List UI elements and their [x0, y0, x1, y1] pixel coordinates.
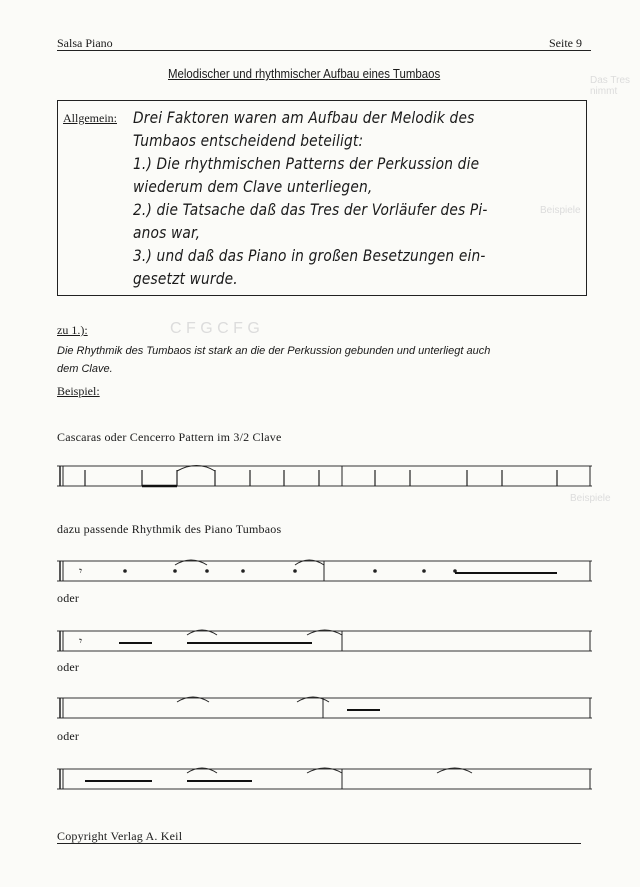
paragraph-line: dem Clave. [57, 363, 113, 375]
or-label: oder [57, 591, 80, 605]
rhythm-staff-tumbao-4 [57, 761, 592, 801]
or-label: oder [57, 660, 80, 674]
footer-copyright: Copyright Verlag A. Keil [57, 829, 183, 843]
section-paragraph [57, 342, 597, 378]
ghost-text: Das Tres nimmt [590, 75, 631, 97]
svg-text:𝄾: 𝄾 [79, 634, 83, 648]
intro-line: Tumbaos entscheidend beteiligt: [133, 131, 364, 150]
page-title: Melodischer und rhythmischer Aufbau eines Tumbaos [168, 66, 441, 81]
header-rule [57, 50, 591, 51]
rhythm-staff-tumbao-3 [57, 690, 592, 730]
caption-cascara: Cascaras oder Cencerro Pattern im 3/2 Clave [57, 430, 282, 444]
intro-line: Drei Faktoren waren am Aufbau der Melodik des [133, 108, 475, 127]
section-heading: zu 1.): [57, 323, 88, 337]
paragraph-line: Die Rhythmik des Tumbaos ist stark an die der Perkussion gebunden und unterliegt auch [57, 345, 491, 357]
or-label: oder [57, 729, 80, 743]
intro-box [57, 100, 587, 296]
ghost-text: C F G C F G [170, 320, 260, 337]
header-left: Salsa Piano [57, 36, 113, 50]
intro-text [133, 106, 520, 290]
intro-line: 1.) Die rhythmischen Patterns der Perkussion die [133, 154, 480, 173]
intro-line: wiederum dem Clave unterliegen, [133, 177, 373, 196]
intro-label: Allgemein: [63, 111, 117, 125]
intro-line: anos war, [133, 223, 201, 242]
intro-line: 2.) die Tatsache daß das Tres der Vorläufer des Pi- [133, 200, 488, 219]
ghost-text: Beispiele [570, 493, 611, 504]
example-label: Beispiel: [57, 384, 100, 398]
svg-text:𝄾: 𝄾 [79, 564, 83, 578]
rhythm-staff-cascara [57, 458, 592, 498]
intro-line: 3.) und daß das Piano in großen Besetzungen ein- [133, 246, 486, 265]
intro-line: gesetzt wurde. [133, 269, 238, 288]
page-number: Seite 9 [549, 36, 582, 50]
caption-tumbao: dazu passende Rhythmik des Piano Tumbaos [57, 522, 282, 536]
rhythm-staff-tumbao-2 [57, 623, 592, 663]
rhythm-staff-tumbao-1 [57, 553, 592, 593]
footer-rule [57, 843, 581, 844]
ghost-text: Beispiele [540, 205, 581, 216]
